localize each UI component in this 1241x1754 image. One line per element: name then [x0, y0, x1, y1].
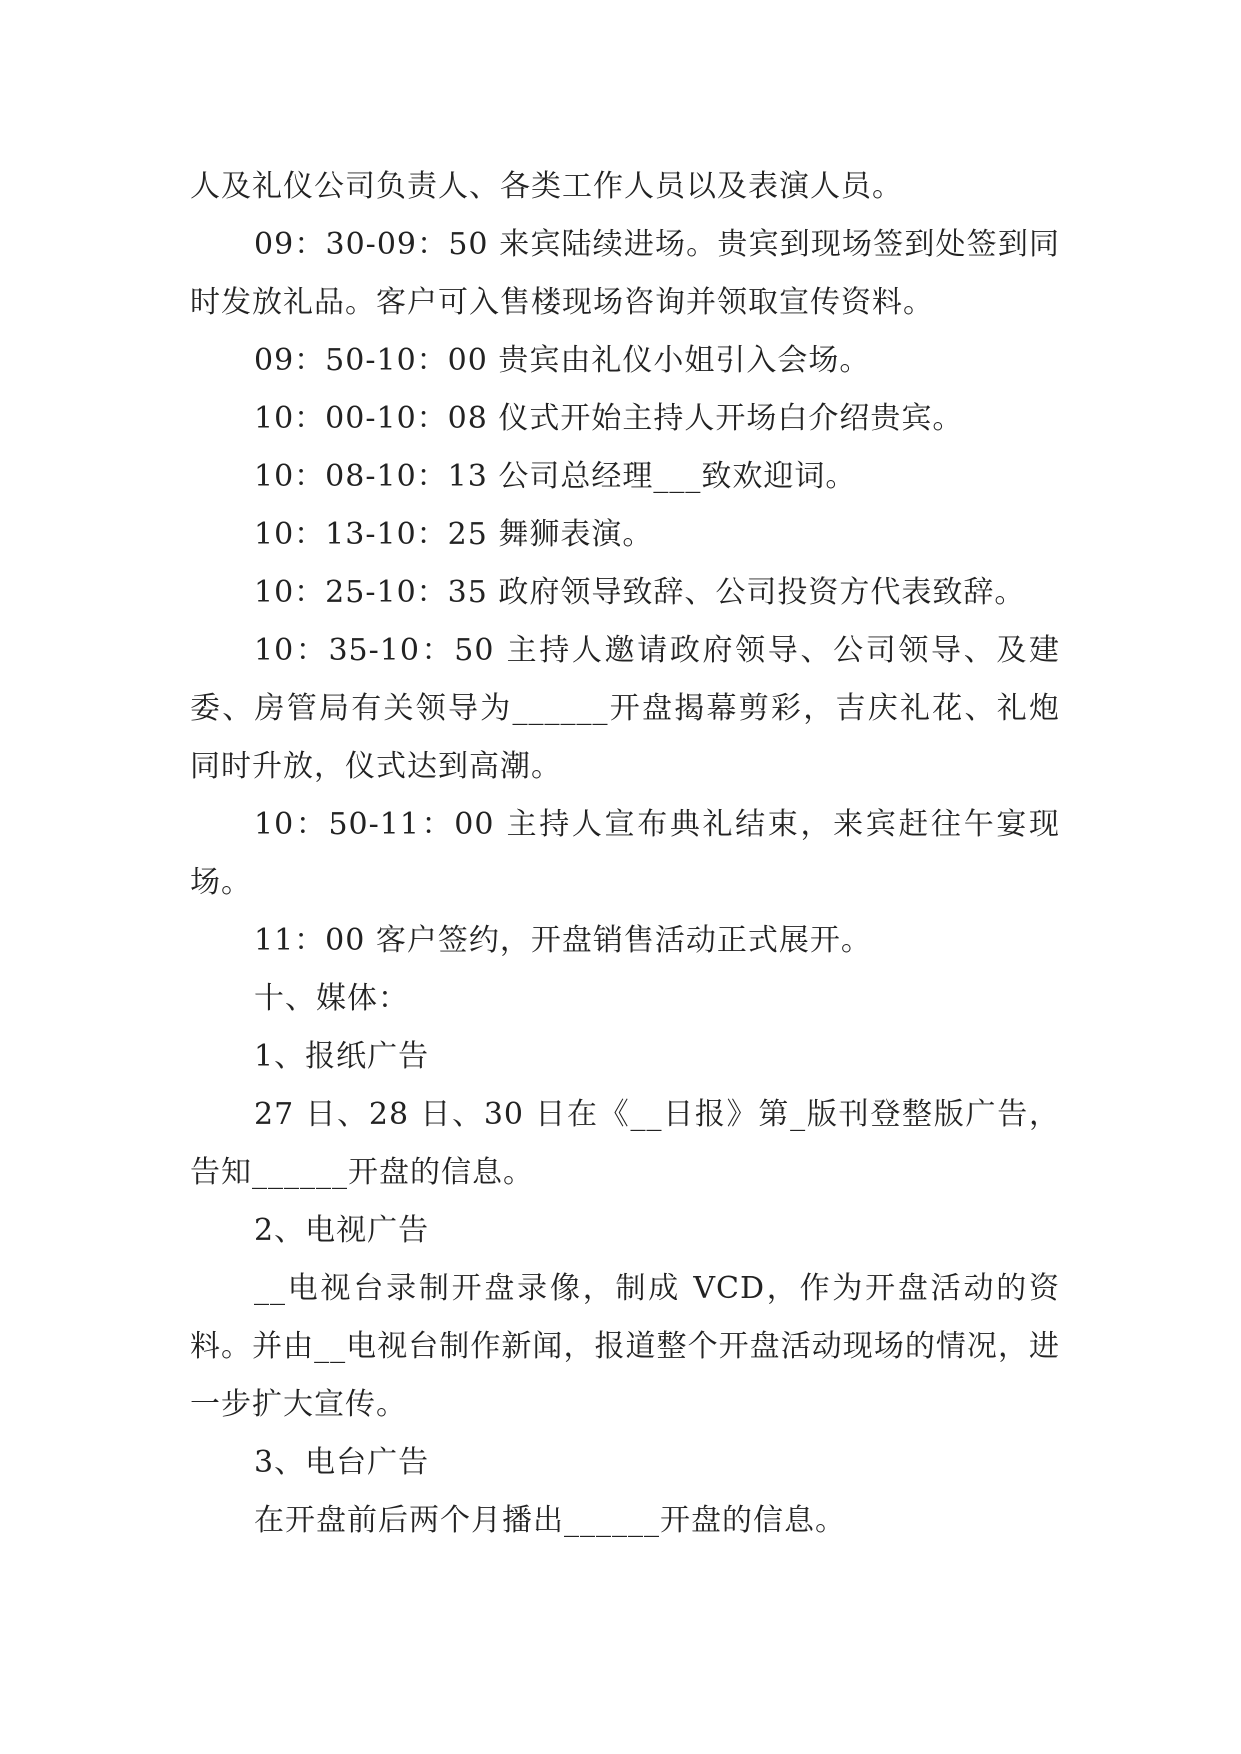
- subheading-tv-ads: 2、电视广告: [254, 1213, 430, 1248]
- paragraph-vip-entry: 09：50-10：00 贵宾由礼仪小姐引入会场。: [254, 343, 871, 378]
- subheading-radio-ads: 3、电台广告: [254, 1445, 430, 1480]
- paragraph-official-speeches: 10：25-10：35 政府领导致辞、公司投资方代表致辞。: [254, 575, 1026, 610]
- paragraph-ceremony-end: 10：50-11：00 主持人宣布典礼结束，来宾赶往午宴现场。: [190, 807, 1060, 900]
- paragraph-guest-arrival: 09：30-09：50 来宾陆续进场。贵宾到现场签到处签到同时发放礼品。客户可入售楼现场咨询并领取宣传资料。: [190, 227, 1060, 320]
- section-heading-media: 十、媒体：: [254, 981, 409, 1016]
- paragraph-ceremony-start: 10：00-10：08 仪式开始主持人开场白介绍贵宾。: [254, 401, 964, 436]
- paragraph-ribbon-cutting: 10：35-10：50 主持人邀请政府领导、公司领导、及建委、房管局有关领导为______开盘揭幕剪彩，吉庆礼花、礼炮同时升放，仪式达到高潮。: [190, 633, 1060, 784]
- document-body: [190, 158, 1060, 1550]
- paragraph-newspaper-ads: 27 日、28 日、30 日在《__日报》第_版刊登整版广告，告知______开盘的信息。: [190, 1097, 1060, 1190]
- paragraph-welcome-speech: 10：08-10：13 公司总经理___致欢迎词。: [254, 459, 857, 494]
- paragraph-staff-list: 人及礼仪公司负责人、各类工作人员以及表演人员。: [190, 169, 903, 204]
- paragraph-radio-ads: 在开盘前后两个月播出______开盘的信息。: [254, 1503, 846, 1538]
- subheading-newspaper-ads: 1、报纸广告: [254, 1039, 430, 1074]
- paragraph-tv-ads: __电视台录制开盘录像，制成 VCD，作为开盘活动的资料。并由__电视台制作新闻，报道整个开盘活动现场的情况，进一步扩大宣传。: [190, 1271, 1060, 1422]
- paragraph-lion-dance: 10：13-10：25 舞狮表演。: [254, 517, 654, 552]
- paragraph-sales-start: 11：00 客户签约，开盘销售活动正式展开。: [254, 923, 872, 958]
